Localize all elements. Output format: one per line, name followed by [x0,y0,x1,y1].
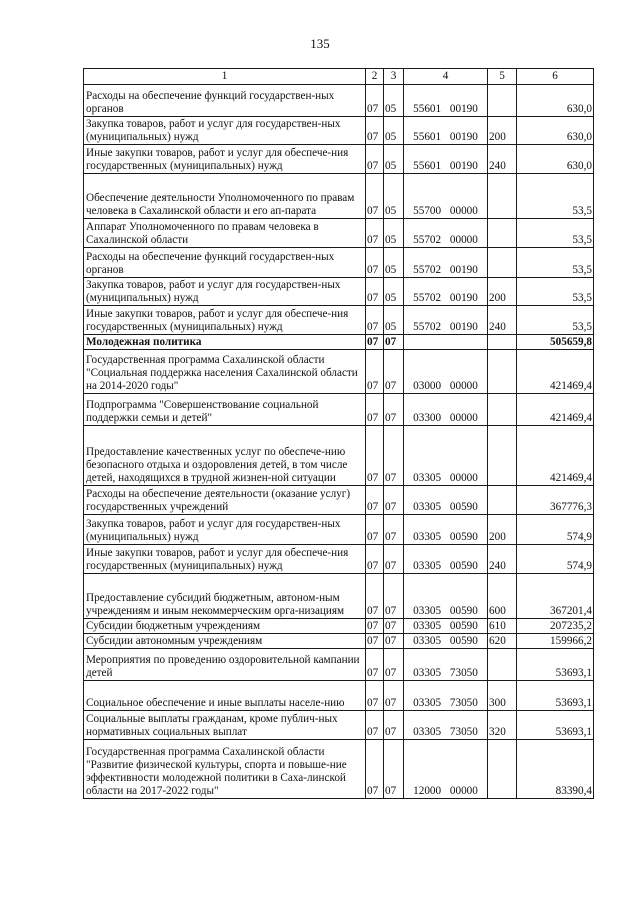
page-number: 135 [310,36,330,51]
header-col-4: 4 [404,69,488,85]
amount-cell: 159966,2 [517,634,594,649]
section-code-cell: 07 [366,85,384,117]
subsection-code-cell: 05 [384,145,404,174]
expense-type-cell: 300 [488,681,517,711]
target-article-cell: 03305 00590 [404,486,488,515]
budget-table-wrapper [83,68,594,799]
row-name-cell: Молодежная политика [84,335,366,350]
table-row [84,649,594,681]
amount-cell: 630,0 [517,85,594,117]
amount-cell: 421469,4 [517,350,594,394]
subsection-code-cell: 07 [384,634,404,649]
subsection-code-cell: 07 [384,515,404,545]
target-article-cell: 03305 00590 [404,515,488,545]
subsection-code-cell: 07 [384,681,404,711]
target-article-cell: 55700 00000 [404,174,488,219]
target-article-cell: 55601 00190 [404,145,488,174]
amount-cell: 53693,1 [517,681,594,711]
table-row [84,219,594,248]
row-name-cell: Иные закупки товаров, работ и услуг для обеспече-ния государственных (муниципальных) нужд [84,306,366,335]
table-row [84,248,594,278]
table-row [84,634,594,649]
target-article-cell: 55702 00190 [404,306,488,335]
amount-cell: 53,5 [517,174,594,219]
subsection-code-cell: 05 [384,248,404,278]
section-code-cell: 07 [366,219,384,248]
section-code-cell: 07 [366,394,384,426]
table-row [84,711,594,740]
table-row [84,486,594,515]
target-article-cell: 55601 00190 [404,117,488,145]
section-code-cell: 07 [366,649,384,681]
section-code-cell: 07 [366,335,384,350]
row-name-cell: Аппарат Уполномоченного по правам человека в Сахалинской области [84,219,366,248]
subsection-code-cell: 07 [384,335,404,350]
row-name-cell: Государственная программа Сахалинской области "Развитие физической культуры, спорта и повыше-ние эффективности молодежной политики в Саха-линской области на 2017-2022 годы" [84,740,366,799]
subsection-code-cell: 05 [384,219,404,248]
subsection-code-cell: 05 [384,117,404,145]
row-name-cell: Обеспечение деятельности Уполномоченного по правам человека в Сахалинской области и его ап-парата [84,174,366,219]
expense-type-cell [488,335,517,350]
table-header-row [84,69,594,85]
expense-type-cell: 240 [488,145,517,174]
amount-cell: 505659,8 [517,335,594,350]
section-code-cell: 07 [366,117,384,145]
expense-type-cell: 620 [488,634,517,649]
subsection-code-cell: 05 [384,85,404,117]
table-row [84,117,594,145]
section-code-cell: 07 [366,711,384,740]
row-name-cell: Предоставление качественных услуг по обеспече-нию безопасного отдыха и оздоровления детей, в том числе детей, находящихся в трудной жизнен-ной ситуации [84,426,366,486]
target-article-cell: 03000 00000 [404,350,488,394]
expense-type-cell [488,219,517,248]
table-row [84,394,594,426]
subsection-code-cell: 07 [384,740,404,799]
subsection-code-cell: 05 [384,278,404,306]
target-article-cell: 03305 73050 [404,711,488,740]
subsection-code-cell: 07 [384,574,404,619]
section-code-cell: 07 [366,545,384,574]
section-code-cell: 07 [366,306,384,335]
section-code-cell: 07 [366,145,384,174]
target-article-cell: 03305 00590 [404,634,488,649]
target-article-cell: 55601 00190 [404,85,488,117]
section-code-cell: 07 [366,486,384,515]
subsection-code-cell: 07 [384,486,404,515]
expense-type-cell [488,426,517,486]
target-article-cell: 03305 00590 [404,545,488,574]
row-name-cell: Расходы на обеспечение деятельности (оказание услуг) государственных учреждений [84,486,366,515]
table-row [84,145,594,174]
amount-cell: 367201,4 [517,574,594,619]
target-article-cell: 12000 00000 [404,740,488,799]
expense-type-cell: 240 [488,545,517,574]
target-article-cell: 55702 00190 [404,248,488,278]
target-article-cell: 03305 00590 [404,619,488,634]
expense-type-cell [488,740,517,799]
amount-cell: 421469,4 [517,426,594,486]
expense-type-cell: 320 [488,711,517,740]
row-name-cell: Расходы на обеспечение функций государствен-ных органов [84,85,366,117]
row-name-cell: Социальные выплаты гражданам, кроме публич-ных нормативных социальных выплат [84,711,366,740]
target-article-cell: 55702 00190 [404,278,488,306]
expense-type-cell [488,649,517,681]
section-code-cell: 07 [366,515,384,545]
row-name-cell: Государственная программа Сахалинской области "Социальная поддержка населения Сахалинской области на 2014-2020 годы" [84,350,366,394]
amount-cell: 53,5 [517,219,594,248]
budget-table [83,68,594,799]
row-name-cell: Мероприятия по проведению оздоровительной кампании детей [84,649,366,681]
expense-type-cell: 610 [488,619,517,634]
expense-type-cell: 200 [488,515,517,545]
subsection-code-cell: 07 [384,394,404,426]
table-row [84,426,594,486]
row-name-cell: Субсидии бюджетным учреждениям [84,619,366,634]
section-code-cell: 07 [366,619,384,634]
section-code-cell: 07 [366,740,384,799]
amount-cell: 53693,1 [517,649,594,681]
expense-type-cell: 200 [488,117,517,145]
expense-type-cell [488,248,517,278]
table-row [84,515,594,545]
subsection-code-cell: 05 [384,174,404,219]
row-name-cell: Закупка товаров, работ и услуг для государствен-ных (муниципальных) нужд [84,278,366,306]
target-article-cell: 03305 00000 [404,426,488,486]
row-name-cell: Иные закупки товаров, работ и услуг для обеспече-ния государственных (муниципальных) нужд [84,545,366,574]
row-name-cell: Субсидии автономным учреждениям [84,634,366,649]
table-row [84,681,594,711]
table-row [84,335,594,350]
section-code-cell: 07 [366,634,384,649]
expense-type-cell: 600 [488,574,517,619]
expense-type-cell [488,350,517,394]
table-body [84,85,594,799]
amount-cell: 630,0 [517,145,594,174]
table-row [84,350,594,394]
section-code-cell: 07 [366,574,384,619]
header-col-5: 5 [488,69,517,85]
row-name-cell: Расходы на обеспечение функций государствен-ных органов [84,248,366,278]
table-row [84,574,594,619]
expense-type-cell: 240 [488,306,517,335]
subsection-code-cell: 07 [384,545,404,574]
header-col-6: 6 [517,69,594,85]
row-name-cell: Подпрограмма "Совершенствование социальной поддержки семьи и детей" [84,394,366,426]
row-name-cell: Иные закупки товаров, работ и услуг для обеспече-ния государственных (муниципальных) нужд [84,145,366,174]
expense-type-cell: 200 [488,278,517,306]
section-code-cell: 07 [366,426,384,486]
amount-cell: 367776,3 [517,486,594,515]
subsection-code-cell: 07 [384,649,404,681]
table-row [84,545,594,574]
subsection-code-cell: 07 [384,350,404,394]
amount-cell: 574,9 [517,515,594,545]
table-row [84,278,594,306]
amount-cell: 83390,4 [517,740,594,799]
subsection-code-cell: 07 [384,619,404,634]
amount-cell: 421469,4 [517,394,594,426]
section-code-cell: 07 [366,174,384,219]
subsection-code-cell: 05 [384,306,404,335]
row-name-cell: Закупка товаров, работ и услуг для государствен-ных (муниципальных) нужд [84,117,366,145]
row-name-cell: Закупка товаров, работ и услуг для государствен-ных (муниципальных) нужд [84,515,366,545]
table-row [84,306,594,335]
amount-cell: 53,5 [517,306,594,335]
subsection-code-cell: 07 [384,711,404,740]
section-code-cell: 07 [366,248,384,278]
section-code-cell: 07 [366,278,384,306]
row-name-cell: Предоставление субсидий бюджетным, автоном-ным учреждениям и иным некоммерческим орга-низациям [84,574,366,619]
table-row [84,174,594,219]
expense-type-cell [488,486,517,515]
amount-cell: 630,0 [517,117,594,145]
header-col-2: 2 [366,69,384,85]
amount-cell: 53,5 [517,278,594,306]
section-code-cell: 07 [366,350,384,394]
target-article-cell: 03305 73050 [404,649,488,681]
header-col-1: 1 [84,69,366,85]
expense-type-cell [488,85,517,117]
header-col-3: 3 [384,69,404,85]
amount-cell: 574,9 [517,545,594,574]
expense-type-cell [488,394,517,426]
target-article-cell: 03300 00000 [404,394,488,426]
amount-cell: 207235,2 [517,619,594,634]
section-code-cell: 07 [366,681,384,711]
table-row [84,740,594,799]
table-row [84,619,594,634]
table-row [84,85,594,117]
row-name-cell: Социальное обеспечение и иные выплаты населе-нию [84,681,366,711]
target-article-cell: 03305 73050 [404,681,488,711]
subsection-code-cell: 07 [384,426,404,486]
target-article-cell [404,335,488,350]
target-article-cell: 03305 00590 [404,574,488,619]
amount-cell: 53,5 [517,248,594,278]
amount-cell: 53693,1 [517,711,594,740]
target-article-cell: 55702 00000 [404,219,488,248]
expense-type-cell [488,174,517,219]
